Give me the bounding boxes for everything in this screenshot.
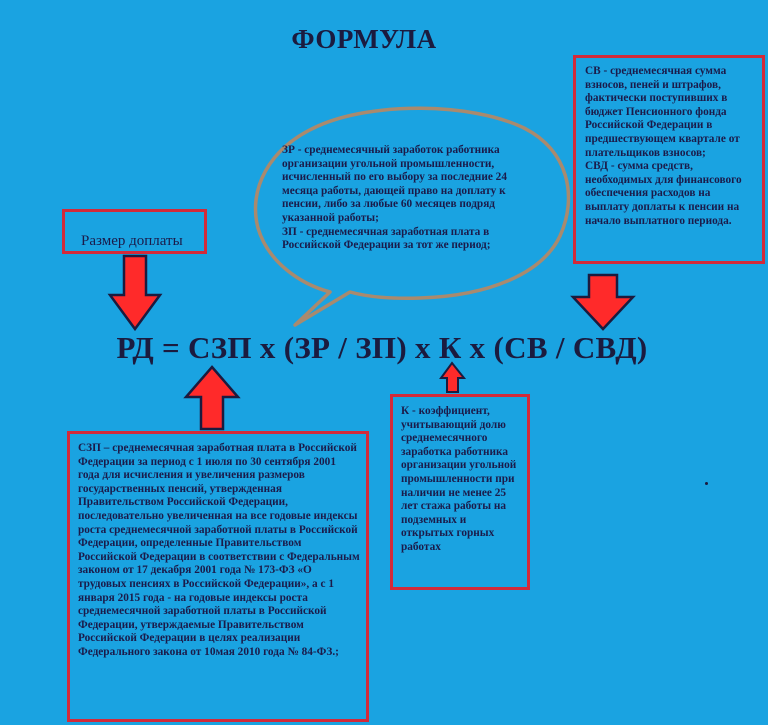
arrow-down-icon-left <box>110 256 160 329</box>
main-formula: РД = СЗП х (ЗР / ЗП) х К х (СВ / СВД) <box>116 330 648 365</box>
k-definition-text: К - коэффициент, учитывающий долю среднемесячного заработка работника организации угольной промышленности при наличии не менее 25 лет стажа работы на подземных и открытых горных работах <box>401 405 517 553</box>
sv-definition-box <box>573 55 765 264</box>
k-definition-box <box>390 394 530 590</box>
bubble-text: ЗР - среднемесячный заработок работника организации угольной промышленности, исчисленный по его выбору за последние 24 месяца работы, дающей право на доплату к пенсии, либо за любые 60 месяцев подряд указанной работы; ЗП - среднемесячная заработная плата в Российской Федерации за тот же период; <box>282 144 507 252</box>
page-title: ФОРМУЛА <box>291 24 437 54</box>
szp-definition-text: СЗП – среднемесячная заработная плата в Российской Федерации за период с 1 июля по 30 сентября 2001 года для исчисления и увеличения размеров государственных пенсий, утвержденная Правительством Российской Федерации, последовательно увеличенная на все годовые индексы роста среднемесячной заработной платы в Российской Федерации, определенные Правительством Российской Федерации в соответствии с Федеральным законом от 17 декабря 2001 года № 173-ФЗ «О трудовых пенсиях в Российской Федерации», а с 1 января 2015 года - на годовые индексы роста среднемесячной заработной платы в Российской Федерации, утверждаемые Правительством Российской Федерации в целях реализации Федерального закона от 10мая 2010 года № 84-ФЗ.; <box>78 442 360 658</box>
arrow-up-icon-k <box>441 363 464 392</box>
szp-definition-box <box>67 431 369 722</box>
arrow-up-icon-szp <box>186 367 238 429</box>
label-box <box>62 209 207 254</box>
arrow-down-icon-right <box>573 275 633 329</box>
sv-definition-text: СВ - среднемесячная сумма взносов, пеней и штрафов, фактически поступивших в бюджет Пенсионного фонда Российской Федерации в предшествующем квартале от плательщиков взносов; СВД - сумма средств, необходимых для финансового обеспечения расходов на выплату доплаты к пенсии на начало выплатного периода. <box>585 65 742 227</box>
stray-dot <box>705 482 708 485</box>
label-box-text: Размер доплаты <box>81 233 183 249</box>
